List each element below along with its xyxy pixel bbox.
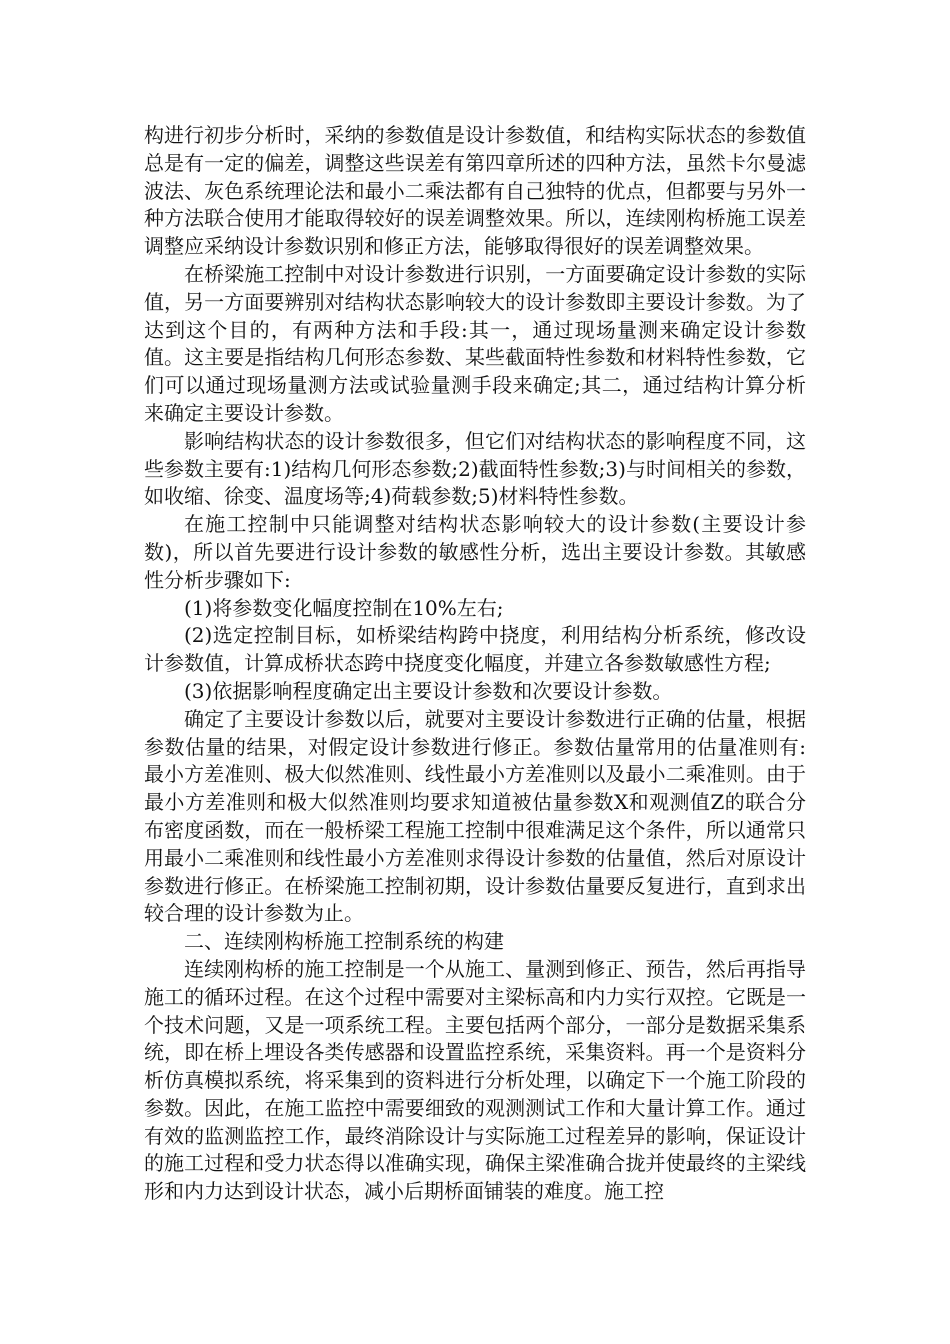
paragraph-parameter-estimation: 确定了主要设计参数以后，就要对主要设计参数进行正确的估量，根据参数估量的结果，对假定设计参数进行修正。参数估量常用的估量准则有:最小方差准则、极大似然准则、线性最小方差准则以及最小二乘准则。由于最小方差准则和极大似然准则均要求知道被估量参数X和观测值Z的联合分布密度函数，而在一般桥梁工程施工控制中很难满足这个条件，所以通常只用最小二乘准则和线性最小方差准则求得设计参数的估量值，然后对原设计参数进行修正。在桥梁施工控制初期，设计参数估量要反复进行，直到求出较合理的设计参数为止。	[144, 706, 806, 926]
list-item-step-3: (3)依据影响程度确定出主要设计参数和次要设计参数。	[184, 678, 673, 703]
paragraph-control-system: 连续刚构桥的施工控制是一个从施工、量测到修正、预告，然后再指导施工的循环过程。在这个过程中需要对主梁标高和内力实行双控。它既是一个技术问题，又是一项系统工程。主要包括两个部分，一部分是数据采集系统，即在桥上埋设各类传感器和设置监控系统，采集资料。再一个是资料分析仿真模拟系统，将采集到的资料进行分析处理，以确定下一个施工阶段的参数。因此，在施工监控中需要细致的观测测试工作和大量计算工作。通过有效的监测监控工作，最终消除设计与实际施工过程差异的影响，保证设计的施工过程和受力状态得以准确实现，确保主梁准确合拢并使最终的主梁线形和内力达到设计状态，减小后期桥面铺装的难度。施工控	[144, 956, 806, 1204]
document-body	[144, 122, 806, 1206]
paragraph-influencing-parameters: 影响结构状态的设计参数很多，但它们对结构状态的影响程度不同，这些参数主要有:1)结构几何形态参数;2)截面特性参数;3)与时间相关的参数，如收缩、徐变、温度场等;4)荷载参数;5)材料特性参数。	[144, 428, 806, 509]
list-item-step-2: (2)选定控制目标，如桥梁结构跨中挠度，利用结构分析系统，修改设计参数值，计算成桥状态跨中挠度变化幅度，并建立各参数敏感性方程;	[144, 623, 806, 676]
list-item-step-1: (1)将参数变化幅度控制在10%左右;	[184, 595, 504, 620]
paragraph-parameter-identification: 在桥梁施工控制中对设计参数进行识别，一方面要确定设计参数的实际值，另一方面要辨别对结构状态影响较大的设计参数即主要设计参数。为了达到这个目的，有两种方法和手段:其一，通过现场量测来确定设计参数值。这主要是指结构几何形态参数、某些截面特性参数和材料特性参数，它们可以通过现场量测方法或试验量测手段来确定;其二，通过结构计算分析来确定主要设计参数。	[144, 261, 806, 425]
section-heading: 二、连续刚构桥施工控制系统的构建	[184, 929, 504, 954]
paragraph-sensitivity-analysis: 在施工控制中只能调整对结构状态影响较大的设计参数(主要设计参数)，所以首先要进行设计参数的敏感性分析，选出主要设计参数。其敏感性分析步骤如下:	[144, 512, 806, 592]
paragraph-continued: 构进行初步分析时，采纳的参数值是设计参数值，和结构实际状态的参数值总是有一定的偏差，调整这些误差有第四章所述的四种方法，虽然卡尔曼滤波法、灰色系统理论法和最小二乘法都有自己独特的优点，但都要与另外一种方法联合使用才能取得较好的误差调整效果。所以，连续刚构桥施工误差调整应采纳设计参数识别和修正方法，能够取得很好的误差调整效果。	[144, 123, 806, 259]
